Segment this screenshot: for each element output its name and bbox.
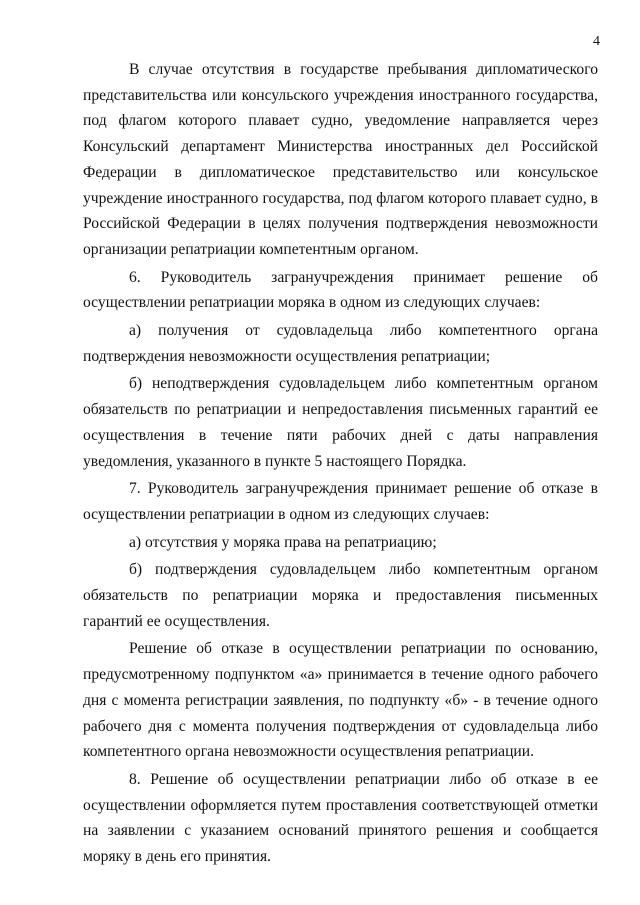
paragraph-item-6-a: а) получения от судовладельца либо компетентного органа подтверждения невозможности осуществления репатриации; (83, 322, 598, 365)
paragraph-item-6-b: б) неподтверждения судовладельцем либо компетентным органом обязательств по репатриации и непредоставления письменных гарантий ее осуществления в течение пяти рабочих дней с даты направления уведомления, указанного в пункте 5 настоящего Порядка. (83, 375, 598, 470)
paragraph-item-8: 8. Решение об осуществлении репатриации либо об отказе в ее осуществлении оформляется путем проставления соответствующей отметки на заявлении с указанием оснований принятого решения и сообщается моряку в день его принятия. (83, 770, 598, 866)
paragraph-item-7: 7. Руководитель загранучреждения принимает решение об отказе в осуществлении репатриации в одном из следующих случаев: (83, 480, 598, 523)
paragraph-item-7-a: а) отсутствия у моряка права на репатриацию; (129, 533, 437, 551)
paragraph-refusal-timing: Решение об отказе в осуществлении репатриации по основанию, предусмотренному подпунктом «а» принимается в течение одного рабочего дня с момента регистрации заявления, по подпункту «б» - в течение одного рабочего дня с момента получения подтверждения от судовладельца либо компетентного органа невозможности осуществления репатриации. (83, 640, 598, 761)
page-number: 4 (593, 34, 600, 49)
document-body (83, 57, 598, 872)
paragraph-item-6: 6. Руководитель загранучреждения принимает решение об осуществлении репатриации моряка в одном из следующих случаев: (83, 268, 598, 312)
paragraph-item-7-b: б) подтверждения судовладельцем либо компетентным органом обязательств по репатриации моряка и предоставления письменных гарантий ее осуществления. (83, 561, 598, 630)
paragraph-consular-notification: В случае отсутствия в государстве пребывания дипломатического представительства или консульского учреждения иностранного государства, под флагом которого плавает судно, уведомление направляется через Консульский департамент Министерства иностранных дел Российской Федерации в дипломатическое представительство или консульское учреждение иностранного государства, под флагом которого плавает судно, в Российской Федерации в целях получения подтверждения невозможности организации репатриации компетентным органом. (83, 61, 598, 258)
